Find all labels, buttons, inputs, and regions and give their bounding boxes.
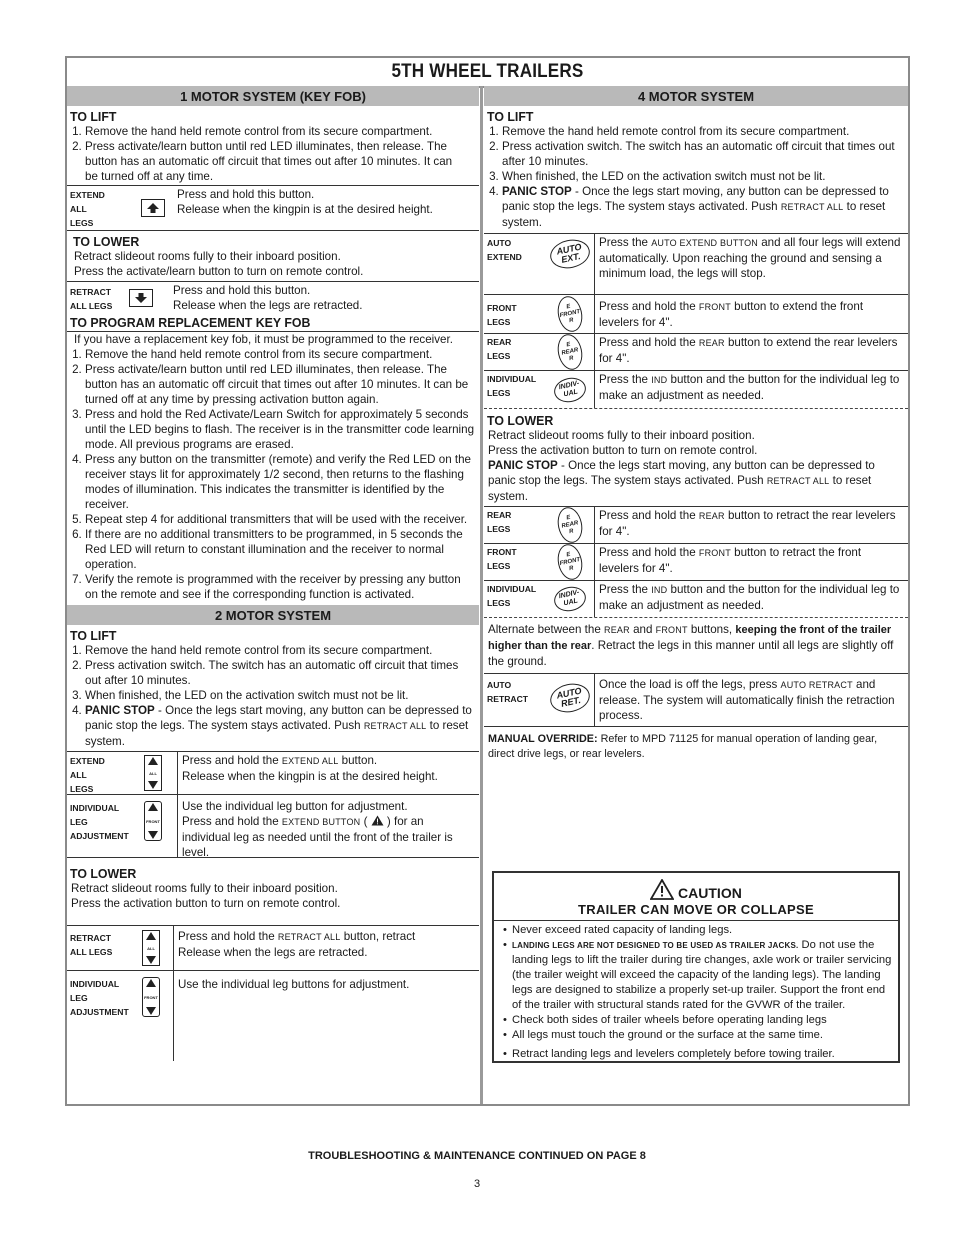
text-line: Use the individual leg buttons for adjustment.	[178, 978, 410, 991]
label-line: FRONT	[487, 303, 517, 313]
retract-all-label	[67, 282, 129, 314]
individual-leg-rocker-icon[interactable]	[129, 971, 174, 1061]
text: Press and hold the	[599, 300, 699, 313]
text: Press the	[599, 236, 652, 249]
caution-heading	[494, 873, 898, 901]
text: FRONT	[698, 302, 731, 312]
rocker-switch-icon	[144, 755, 162, 791]
text: button to retract the rear levelers for 4".	[599, 509, 896, 538]
label-line: ALL LEGS	[70, 947, 113, 957]
auto-retract-button-icon[interactable]	[546, 674, 595, 726]
icon-caption: FRONT	[144, 994, 158, 1000]
two-retract-text	[174, 926, 479, 970]
rear-rocker-icon	[555, 505, 586, 545]
text: - Once the legs start moving, any button can be depressed to panic stop the legs. The system stays activated. Push	[488, 459, 875, 487]
label-line: RETRACT	[487, 694, 529, 704]
list-item: 2. Press activation switch. The switch has an automatic off circuit that times out after 10 minutes.	[85, 658, 475, 688]
front-rocker-icon	[555, 294, 586, 334]
text: button and the button for the individual leg to make an adjustment as needed.	[599, 583, 900, 612]
two-lower-block	[67, 857, 479, 911]
keyfob-lift-heading: TO LIFT	[70, 109, 117, 124]
keyfob-lower-block	[67, 230, 479, 281]
two-indiv2-label	[67, 971, 129, 1061]
list-item: 1. Remove the hand held remote control from its secure compartment.	[85, 347, 475, 362]
list-item: 1. Remove the hand held remote control from its secure compartment.	[85, 643, 475, 658]
lower-front-row	[484, 543, 908, 580]
list-item: 1. Remove the hand held remote control from its secure compartment.	[502, 124, 904, 139]
list-item: • All legs must touch the ground or the surface at the same time.	[512, 1028, 894, 1043]
list-item	[85, 703, 475, 749]
text: Do not use the landing legs to lift the trailer during tire changes, axle work or trailer servicing (the trailer weight will exceed the capacity of the landing legs). The landing legs are designed to stabilize a properly set-up trailer. Support the front end of the trailer with structural stands rated for the GVWR of the trailer.	[512, 939, 892, 1011]
text: keeping the front of the trailer higher than the rear	[488, 624, 892, 652]
text: RETRACT ALL	[277, 932, 341, 942]
label-line: LEGS	[487, 388, 511, 398]
text-line	[182, 753, 475, 769]
panic-stop-label: PANIC STOP	[502, 185, 572, 198]
text-line: Release when the legs are retracted.	[178, 946, 368, 959]
auto-retract-icon: AUTO RET.	[548, 680, 593, 716]
auto-retract-row	[484, 673, 908, 727]
program-steps	[67, 347, 479, 602]
caution-title: CAUTION	[678, 885, 742, 901]
text: RETRACT ALL	[780, 202, 844, 212]
retract-all-rocker-icon[interactable]	[129, 926, 174, 970]
text-line: Release when the kingpin is at the desired height.	[182, 770, 438, 783]
up-arrow-icon	[141, 199, 165, 217]
retract-all-row	[67, 281, 479, 314]
label-line: REAR	[487, 337, 512, 347]
paragraph	[484, 458, 908, 504]
lower-front-label	[484, 544, 546, 580]
label-line: INDIVIDUAL	[487, 584, 537, 594]
caution-list	[494, 923, 898, 1062]
lower-individual-text	[595, 581, 908, 617]
paragraph: Retract slideout rooms fully to their inboard position.	[71, 882, 338, 895]
paragraph: Press the activation button to turn on remote control.	[71, 897, 341, 910]
text: MANUAL OVERRIDE:	[488, 733, 598, 745]
text: (	[360, 815, 371, 828]
two-retract-label	[67, 926, 129, 970]
text: LANDING LEGS ARE NOT DESIGNED TO BE USED AS TRAILER JACKS.	[512, 941, 799, 950]
label-line: LEGS	[70, 784, 94, 794]
extend-all-row	[67, 185, 479, 230]
auto-extend-text	[595, 234, 908, 294]
label-line: ADJUSTMENT	[70, 831, 129, 841]
two-extend-row	[67, 751, 479, 794]
label-line: LEGS	[487, 561, 511, 571]
icon-caption: ALL	[149, 770, 157, 776]
individual-legs-label	[484, 371, 546, 408]
text: Press and hold the	[178, 930, 278, 943]
icon-caption: E	[565, 303, 572, 311]
text: Refer to MPD 71125 for manual operation of landing gear, direct drive legs, or rear levelers.	[488, 733, 878, 760]
text: to reset system.	[502, 200, 886, 229]
label-line: REAR	[487, 510, 512, 520]
list-item: • Never exceed rated capacity of landing legs.	[512, 923, 894, 938]
extend-all-label	[67, 186, 129, 230]
label-line: RETRACT	[70, 287, 112, 297]
label-line: ALL	[70, 204, 87, 214]
label-line: RETRACT	[70, 933, 112, 943]
text: EXTEND BUTTON	[281, 817, 361, 827]
individual-legs-row	[484, 370, 908, 408]
keyfob-lift-steps	[67, 124, 479, 184]
auto-extend-label	[484, 234, 546, 294]
auto-extend-row	[484, 233, 908, 294]
text: to reset system.	[488, 474, 872, 503]
two-indiv-row	[67, 794, 479, 857]
icon-caption: FRONT	[146, 818, 160, 824]
program-heading: TO PROGRAM REPLACEMENT KEY FOB	[70, 315, 311, 330]
rear-legs-button-icon[interactable]	[546, 334, 595, 370]
two-motor-section-header: 2 MOTOR SYSTEM	[67, 605, 479, 625]
individual-button-icon[interactable]	[546, 581, 595, 617]
text: EXTEND ALL	[281, 756, 339, 766]
text: AUTO RETRACT	[780, 680, 853, 690]
caution-subtitle: TRAILER CAN MOVE OR COLLAPSE	[494, 901, 898, 921]
lower-rear-text	[595, 507, 908, 543]
text: buttons,	[687, 623, 736, 636]
text: - Once the legs start moving, any button can be depressed to panic stop the legs. The system stays activated. Push	[85, 704, 472, 732]
label-line: LEGS	[487, 598, 511, 608]
front-legs-row	[484, 294, 908, 333]
icon-caption: FRONT	[559, 556, 581, 567]
rear-legs-label	[484, 334, 546, 370]
auto-retract-label	[484, 674, 546, 726]
two-extend-text	[178, 752, 479, 794]
text: Press and hold the	[599, 509, 699, 522]
front-legs-text	[595, 295, 908, 333]
icon-caption: R	[568, 527, 575, 535]
rocker-switch-icon	[142, 977, 160, 1017]
icon-caption: REAR	[560, 346, 579, 357]
four-lower-heading: TO LOWER	[487, 413, 554, 428]
main-frame	[65, 56, 910, 1106]
individual-legs-text	[595, 371, 908, 408]
label-line: EXTEND	[70, 756, 105, 766]
text: - Once the legs start moving, any button can be depressed to panic stop the legs. The system stays activated. Push	[502, 185, 889, 213]
icon-caption: E	[565, 551, 572, 559]
two-lift-steps	[67, 643, 479, 749]
four-motor-section-header: 4 MOTOR SYSTEM	[484, 86, 908, 106]
rear-legs-button-icon[interactable]	[546, 507, 595, 543]
panic-stop-label: PANIC STOP	[488, 459, 558, 472]
warning-triangle-icon	[650, 879, 674, 900]
label-line: AUTO	[487, 238, 512, 248]
icon-caption: ALL	[147, 945, 155, 951]
lower-individual-row	[484, 580, 908, 617]
auto-extend-icon: AUTO EXT.	[548, 236, 593, 272]
text: AUTO EXTEND BUTTON	[651, 238, 758, 248]
extend-all-rocker-icon[interactable]	[129, 752, 178, 794]
list-item: 3. When finished, the LED on the activation switch must not be lit.	[502, 169, 904, 184]
front-legs-button-icon[interactable]	[546, 295, 595, 333]
retract-all-text	[173, 282, 479, 314]
retract-all-button-icon[interactable]	[129, 282, 173, 314]
label-line: EXTEND	[70, 190, 105, 200]
label-line: INDIVIDUAL	[487, 374, 537, 384]
list-item: 2. Press activation switch. The switch has an automatic off circuit that times out after 10 minutes.	[502, 139, 904, 169]
warning-triangle-icon	[371, 815, 384, 826]
text: button to extend the front levelers for 4".	[599, 300, 864, 329]
label-line: ADJUSTMENT	[70, 1007, 129, 1017]
label-line: ALL	[70, 770, 87, 780]
paragraph: Press the activation button to turn on remote control.	[488, 444, 758, 457]
text: REAR	[698, 511, 725, 521]
lower-rear-label	[484, 507, 546, 543]
individual-button-icon[interactable]	[546, 371, 595, 408]
text: button to retract the front levelers for 4".	[599, 546, 862, 575]
text: Press the	[599, 583, 652, 596]
individual-icon: INDIV-UAL	[552, 584, 588, 614]
two-indiv-text	[178, 795, 479, 857]
rear-legs-text	[595, 334, 908, 370]
text: REAR	[604, 625, 630, 635]
text: to reset system.	[85, 719, 469, 748]
text-line	[178, 929, 475, 945]
text-line: Use the individual leg button for adjustment.	[182, 800, 408, 813]
text: button to extend the rear levelers for 4".	[599, 336, 898, 365]
two-lift-heading: TO LIFT	[70, 628, 117, 643]
text: and	[629, 623, 656, 636]
text: RETRACT ALL	[363, 721, 427, 731]
text-line: Press and hold this button.	[173, 284, 311, 297]
lower-rear-row	[484, 506, 908, 543]
text: Press and hold the	[599, 336, 699, 349]
text: . Retract the legs in this manner until all legs are slightly off the ground.	[488, 639, 894, 668]
list-item: 7. Verify the remote is programmed with the receiver by pressing any button on the remote and see if the corresponding function is activated.	[85, 572, 475, 602]
list-item: • Check both sides of trailer wheels before operating landing legs	[512, 1013, 894, 1028]
icon-caption: REAR	[560, 519, 579, 530]
two-indiv2-text	[174, 971, 479, 1061]
text: ) for an individual leg as needed until the front of the trailer is level.	[182, 815, 453, 859]
list-item: 2. Press activate/learn button until red LED illuminates, then release. The button has an automatic off circuit that times out after 10 minutes. It can be turned off at any time by pressing activation button again.	[85, 362, 475, 407]
rocker-switch-icon	[142, 930, 160, 966]
icon-caption: E	[565, 514, 572, 522]
text: RETRACT ALL	[766, 476, 830, 486]
individual-leg-rocker-icon[interactable]	[129, 795, 178, 857]
text-line: Release when the kingpin is at the desired height.	[177, 203, 433, 216]
down-arrow-icon	[129, 289, 153, 307]
icon-caption: E	[565, 341, 572, 349]
label-line: LEGS	[487, 524, 511, 534]
paragraph: Retract slideout rooms fully to their inboard position.	[488, 429, 755, 442]
list-item: 2. Press activate/learn button until red LED illuminates, then release. The button has an automatic off circuit that times out after 10 minutes. It can be turned off at any time.	[85, 139, 475, 184]
text: FRONT	[655, 625, 688, 635]
manual-override	[484, 732, 908, 762]
page-title: 5TH WHEEL TRAILERS	[109, 58, 866, 88]
alternate-paragraph	[484, 617, 908, 669]
auto-extend-button-icon[interactable]	[546, 234, 595, 294]
column-divider	[480, 86, 483, 1104]
icon-caption: R	[568, 564, 575, 572]
label-line: LEGS	[70, 218, 94, 228]
auto-retract-text	[595, 674, 908, 726]
text: Press and hold the	[182, 754, 282, 767]
text: REAR	[698, 338, 725, 348]
text: and release. The system will automatically finish the retraction process.	[599, 678, 895, 722]
four-lift-heading: TO LIFT	[487, 109, 534, 124]
list-item: 1. Remove the hand held remote control from its secure compartment.	[85, 124, 475, 139]
label-line: INDIVIDUAL	[70, 979, 120, 989]
label-line: LEGS	[487, 317, 511, 327]
rocker-switch-icon	[144, 801, 162, 841]
four-lift-steps	[484, 124, 908, 230]
label-line: LEG	[70, 993, 88, 1003]
page-number: 3	[473, 1178, 481, 1190]
label-line: EXTEND	[487, 252, 522, 262]
list-item: • Retract landing legs and levelers completely before towing trailer.	[512, 1047, 894, 1062]
list-item: 6. If there are no additional transmitters to be programmed, in 5 seconds the Red LED will return to constant illumination and the receiver to normal operation.	[85, 527, 475, 572]
text-line: Press and hold this button.	[177, 188, 315, 201]
icon-caption: R	[568, 316, 575, 324]
extend-all-text	[177, 186, 479, 230]
label-line: FRONT	[487, 547, 517, 557]
text: button and the button for the individual leg to make an adjustment as needed.	[599, 373, 900, 402]
label-line: LEGS	[487, 351, 511, 361]
two-indiv2-row	[67, 970, 479, 1061]
text: FRONT	[698, 548, 731, 558]
lower-front-text	[595, 544, 908, 580]
keyfob-lower-heading: TO LOWER	[73, 234, 140, 249]
list-item: 5. Repeat step 4 for additional transmitters that will be used with the receiver.	[85, 512, 475, 527]
label-line: AUTO	[487, 680, 512, 690]
label-line: ALL LEGS	[70, 301, 113, 311]
list-item	[512, 938, 894, 1013]
dashed-rule	[484, 408, 908, 409]
text: Once the load is off the legs, press	[599, 678, 781, 691]
front-rocker-icon	[555, 542, 586, 582]
icon-caption: FRONT	[559, 308, 581, 319]
text: IND	[651, 585, 668, 595]
text: IND	[651, 375, 668, 385]
text-line	[182, 814, 475, 860]
two-retract-row	[67, 925, 479, 970]
list-item: 3. Press and hold the Red Activate/Learn Switch for approximately 5 seconds until the LED begins to flash. The receiver is in the transmitter code learning mode. All previous programs are erased.	[85, 407, 475, 452]
text: Press and hold the	[182, 815, 282, 828]
two-indiv-label	[67, 795, 129, 857]
paragraph: Retract slideout rooms fully to their inboard position.	[74, 250, 341, 263]
extend-all-button-icon[interactable]	[129, 186, 177, 230]
text: button, retract	[340, 930, 416, 943]
icon-caption: R	[568, 354, 575, 362]
list-item	[502, 184, 904, 230]
individual-icon: INDIV-UAL	[552, 374, 588, 404]
lower-individual-label	[484, 581, 546, 617]
footer-note: TROUBLESHOOTING & MAINTENANCE CONTINUED ON PAGE 8	[308, 1150, 646, 1162]
keyfob-section-header: 1 MOTOR SYSTEM (KEY FOB)	[67, 86, 479, 106]
caution-box	[492, 871, 900, 1063]
left-column	[67, 86, 479, 1104]
label-line: INDIVIDUAL	[70, 803, 120, 813]
text-line: Release when the legs are retracted.	[173, 299, 363, 312]
front-legs-label	[484, 295, 546, 333]
panic-stop-label: PANIC STOP	[85, 704, 155, 717]
front-legs-button-icon[interactable]	[546, 544, 595, 580]
text: Press and hold the	[599, 546, 699, 559]
rear-legs-row	[484, 333, 908, 370]
program-intro: If you have a replacement key fob, it must be programmed to the receiver.	[74, 333, 453, 346]
text: Alternate between the	[488, 623, 605, 636]
list-item: 3. When finished, the LED on the activation switch must not be lit.	[85, 688, 475, 703]
label-line: LEG	[70, 817, 88, 827]
two-lower-heading: TO LOWER	[70, 866, 137, 881]
list-item: 4. Press any button on the transmitter (remote) and verify the Red LED on the receiver stays lit for approximately 1/2 second, then returns to the flashing modes of illumination. This indicates the transmitter is identified by the receiver.	[85, 452, 475, 512]
text: button.	[338, 754, 378, 767]
two-extend-label	[67, 752, 129, 794]
right-column	[484, 86, 908, 1104]
text: Press the	[599, 373, 652, 386]
text: and all four legs will extend automatically. Upon reaching the ground and sensing a minimum load, the legs will stop.	[599, 236, 901, 280]
rear-rocker-icon	[555, 332, 586, 372]
paragraph: Press the activate/learn button to turn on remote control.	[74, 265, 364, 278]
